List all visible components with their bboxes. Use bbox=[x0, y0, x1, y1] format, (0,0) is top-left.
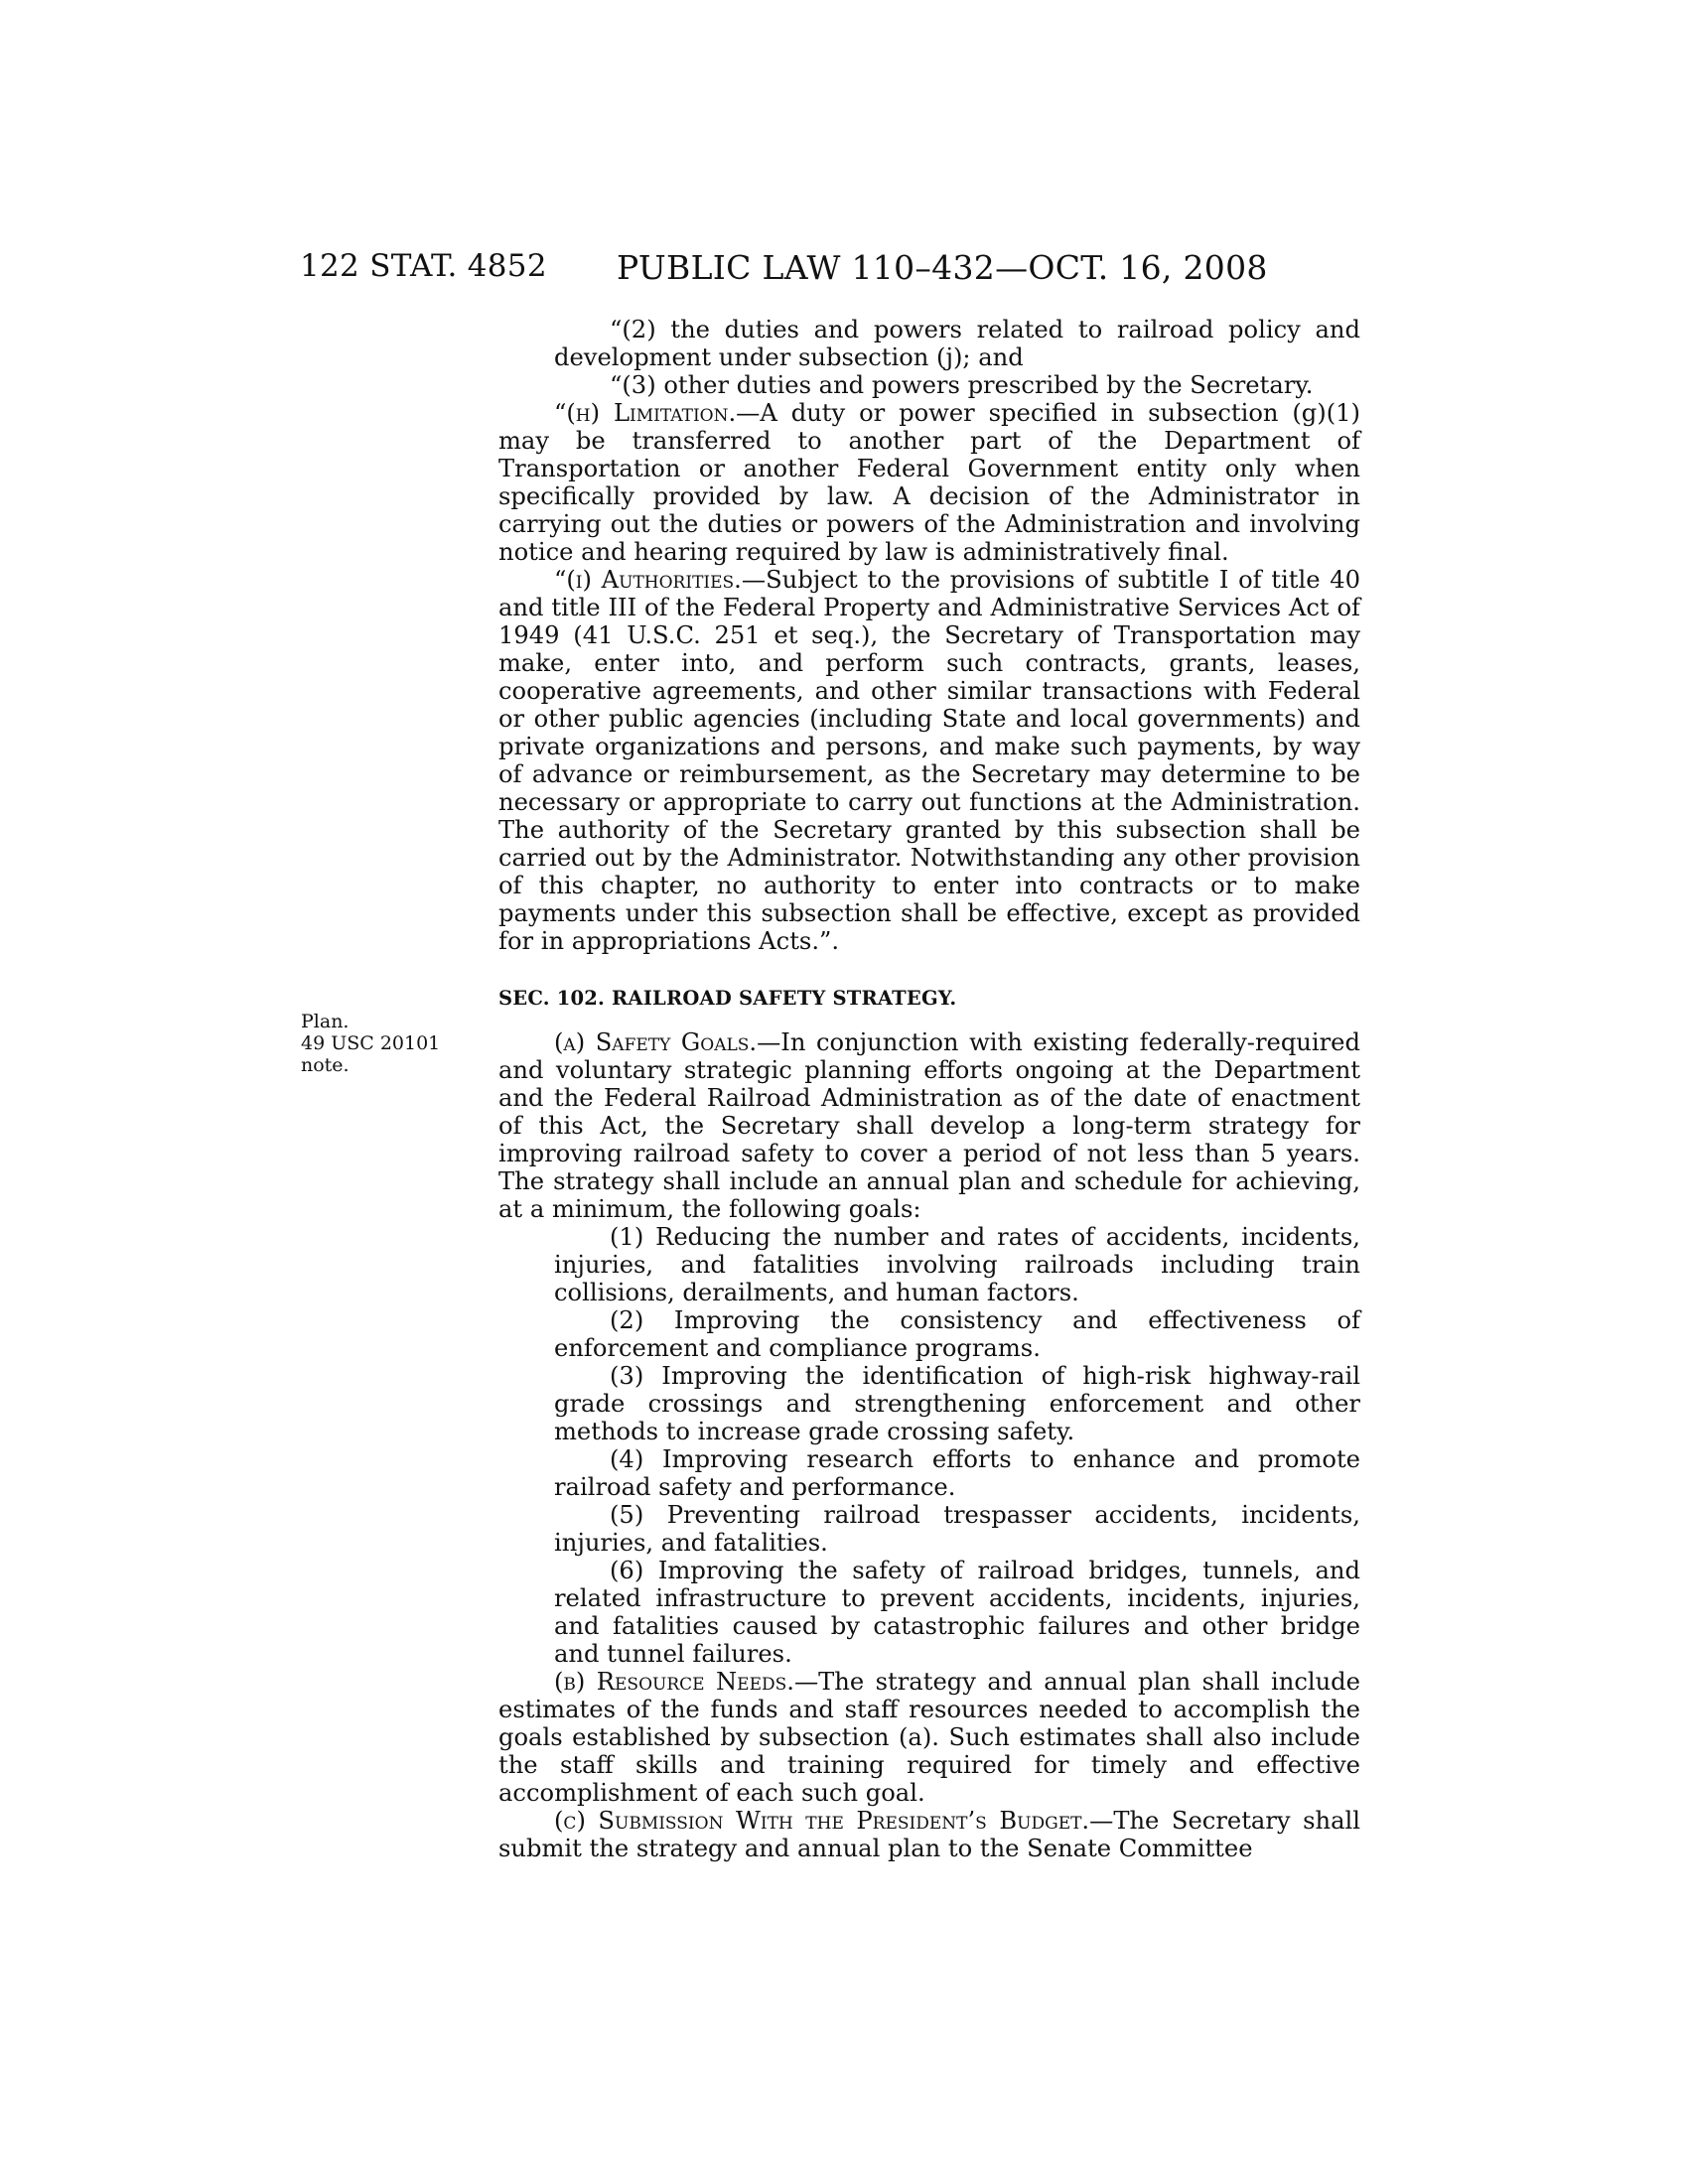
goal-item: (1) Reducing the number and rates of accidents, incidents, injuries, and fatalities involving railroads including train collisions, derailments, and human factors. bbox=[554, 1223, 1360, 1306]
paragraph-text: —The strategy and annual plan shall include estimates of the funds and staff resources needed to accomplish the goals established by subsection (a). Such estimates shall also include the staff skills and training required for timely and effective accomplishment of each such goal. bbox=[498, 1668, 1360, 1807]
subsection-heading: (b) Resource Needs. bbox=[554, 1668, 794, 1696]
paragraph-text: —Subject to the provisions of subtitle I of title 40 and title III of the Federal Property and Administrative Services Act of 1949 (41 U.S.C. 251 et seq.), the Secretary of Transportation may make, enter into, and perform such contracts, grants, leases, cooperative agreements, and other similar transactions with Federal or other public agencies (including State and local governments) and private organizations and persons, and make such payments, by way of advance or reimbursement, as the Secretary may determine to be necessary or appropriate to carry out functions at the Administration. The authority of the Secretary granted by this subsection shall be carried out by the Administrator. Notwithstanding any other provision of this chapter, no authority to enter into contracts or to make payments under this subsection shall be effective, except as provided for in appropriations Acts.”. bbox=[498, 566, 1360, 955]
subsection-heading: “(h) Limitation. bbox=[554, 399, 737, 427]
paragraph-text: —In conjunction with existing federally-required and voluntary strategic planning efforts ongoing at the Department and the Federal Railroad Administration as of the date of enactment of this Act, the Secretary shall develop a long-term strategy for improving railroad safety to cover a period of not less than 5 years. The strategy shall include an annual plan and schedule for achieving, at a minimum, the following goals: bbox=[498, 1028, 1360, 1223]
goal-item: (5) Preventing railroad trespasser accidents, incidents, injuries, and fatalities. bbox=[554, 1501, 1360, 1557]
paragraph-h bbox=[498, 399, 1360, 566]
margin-note-line: 49 USC 20101 bbox=[301, 1032, 441, 1054]
paragraph-b bbox=[498, 1668, 1360, 1807]
statute-page-number: 122 STAT. 4852 bbox=[300, 248, 547, 284]
document-body bbox=[498, 316, 1360, 1862]
goal-item: (2) Improving the consistency and effectiveness of enforcement and compliance programs. bbox=[554, 1306, 1360, 1362]
margin-note-line: Plan. bbox=[301, 1011, 350, 1032]
page-header-title: PUBLIC LAW 110–432—OCT. 16, 2008 bbox=[617, 248, 1268, 287]
subsection-heading: (a) Safety Goals. bbox=[554, 1028, 758, 1056]
paragraph-text: —The Secretary shall submit the strategy and annual plan to the Senate Committee bbox=[498, 1807, 1360, 1862]
paragraph-i bbox=[498, 566, 1360, 955]
paragraph-g3: “(3) other duties and powers prescribed by the Secretary. bbox=[610, 371, 1314, 399]
goal-item: (3) Improving the identification of high-risk highway-rail grade crossings and strengthening enforcement and other methods to increase grade crossing safety. bbox=[554, 1362, 1360, 1445]
section-heading: SEC. 102. RAILROAD SAFETY STRATEGY. bbox=[498, 987, 957, 1010]
margin-note-line: note. bbox=[301, 1054, 350, 1076]
goal-item: (6) Improving the safety of railroad bridges, tunnels, and related infrastructure to prevent accidents, incidents, injuries, and fatalities caused by catastrophic failures and other bridge and tunnel failures. bbox=[554, 1557, 1360, 1668]
goal-item: (4) Improving research efforts to enhance and promote railroad safety and performance. bbox=[554, 1445, 1360, 1501]
paragraph-a bbox=[498, 1028, 1360, 1223]
subsection-heading: “(i) Authorities. bbox=[554, 566, 742, 594]
paragraph-text: —A duty or power specified in subsection (g)(1) may be transferred to another part of the Department of Transportation or another Federal Government entity only when specifically provided by law. A decision of the Administrator in carrying out the duties or powers of the Administration and involving notice and hearing required by law is administratively final. bbox=[498, 399, 1360, 566]
margin-note bbox=[301, 1011, 440, 1076]
paragraph-c bbox=[498, 1807, 1360, 1862]
paragraph-g2: “(2) the duties and powers related to railroad policy and development under subsection (j); and bbox=[554, 316, 1360, 371]
subsection-heading: (c) Submission With the President’s Budget. bbox=[554, 1807, 1090, 1835]
